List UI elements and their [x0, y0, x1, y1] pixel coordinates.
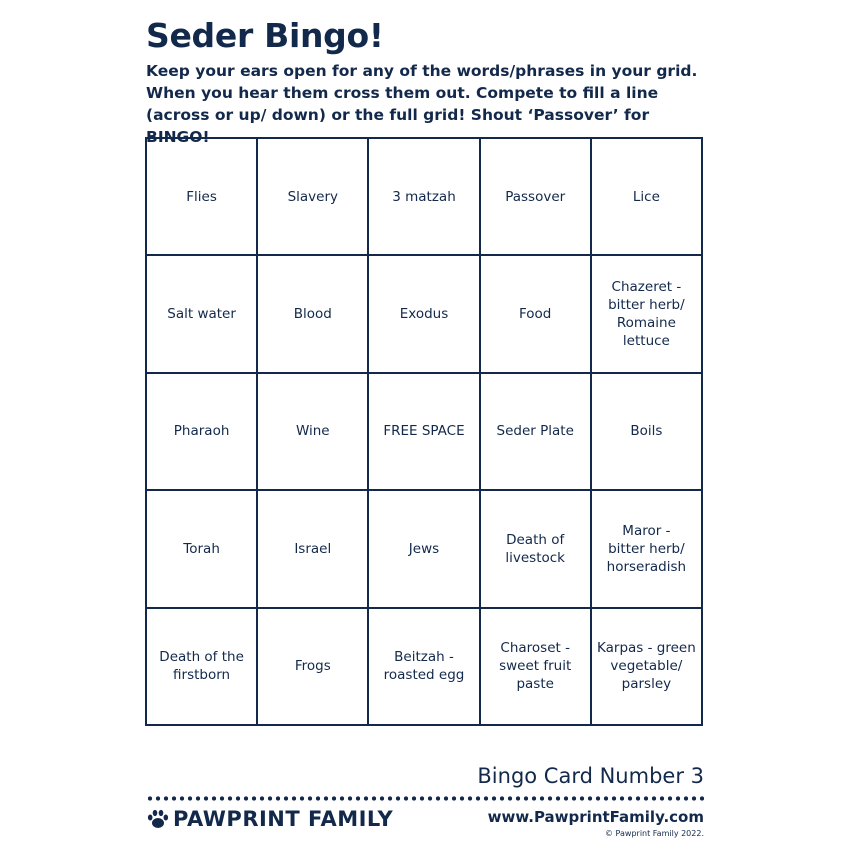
bingo-cell[interactable]: Pharaoh [147, 374, 258, 491]
bingo-cell[interactable]: Torah [147, 491, 258, 608]
free-space-cell[interactable]: FREE SPACE [369, 374, 480, 491]
bingo-cell[interactable]: Seder Plate [481, 374, 592, 491]
bingo-cell[interactable]: Lice [592, 139, 703, 256]
instructions-text: Keep your ears open for any of the words/phrases in your grid. When you hear them cross them out. Compete to fill a line (across or up/ down) or the full grid! Shout ‘Passover’ for BINGO! [146, 62, 698, 146]
bingo-cell[interactable]: Death of livestock [481, 491, 592, 608]
bingo-cell[interactable]: Death of the firstborn [147, 609, 258, 726]
bingo-grid [145, 137, 703, 726]
brand-logo [146, 806, 393, 832]
website-link[interactable]: www.PawprintFamily.com [487, 808, 704, 826]
dotted-divider [146, 796, 704, 801]
copyright-text: © Pawprint Family 2022. [605, 829, 704, 838]
page-title: Seder Bingo! [146, 16, 384, 55]
bingo-cell[interactable]: Chazeret - bitter herb/ Romaine lettuce [592, 256, 703, 373]
bingo-cell[interactable]: Frogs [258, 609, 369, 726]
bingo-cell[interactable]: Wine [258, 374, 369, 491]
bingo-cell[interactable]: Karpas - green vegetable/ parsley [592, 609, 703, 726]
card-number: Bingo Card Number 3 [477, 764, 704, 788]
bingo-cell[interactable]: Jews [369, 491, 480, 608]
bingo-cell[interactable]: Food [481, 256, 592, 373]
bingo-cell[interactable]: Slavery [258, 139, 369, 256]
brand-name: PAWPRINT FAMILY [173, 807, 394, 831]
bingo-cell[interactable]: Flies [147, 139, 258, 256]
bingo-cell[interactable]: Passover [481, 139, 592, 256]
paw-print-icon [146, 807, 170, 831]
bingo-cell[interactable]: Blood [258, 256, 369, 373]
bingo-cell[interactable]: Beitzah - roasted egg [369, 609, 480, 726]
bingo-cell[interactable]: 3 matzah [369, 139, 480, 256]
bingo-cell[interactable]: Charoset - sweet fruit paste [481, 609, 592, 726]
bingo-cell[interactable]: Maror - bitter herb/ horseradish [592, 491, 703, 608]
bingo-cell[interactable]: Salt water [147, 256, 258, 373]
bingo-cell[interactable]: Israel [258, 491, 369, 608]
bingo-cell[interactable]: Exodus [369, 256, 480, 373]
bingo-cell[interactable]: Boils [592, 374, 703, 491]
